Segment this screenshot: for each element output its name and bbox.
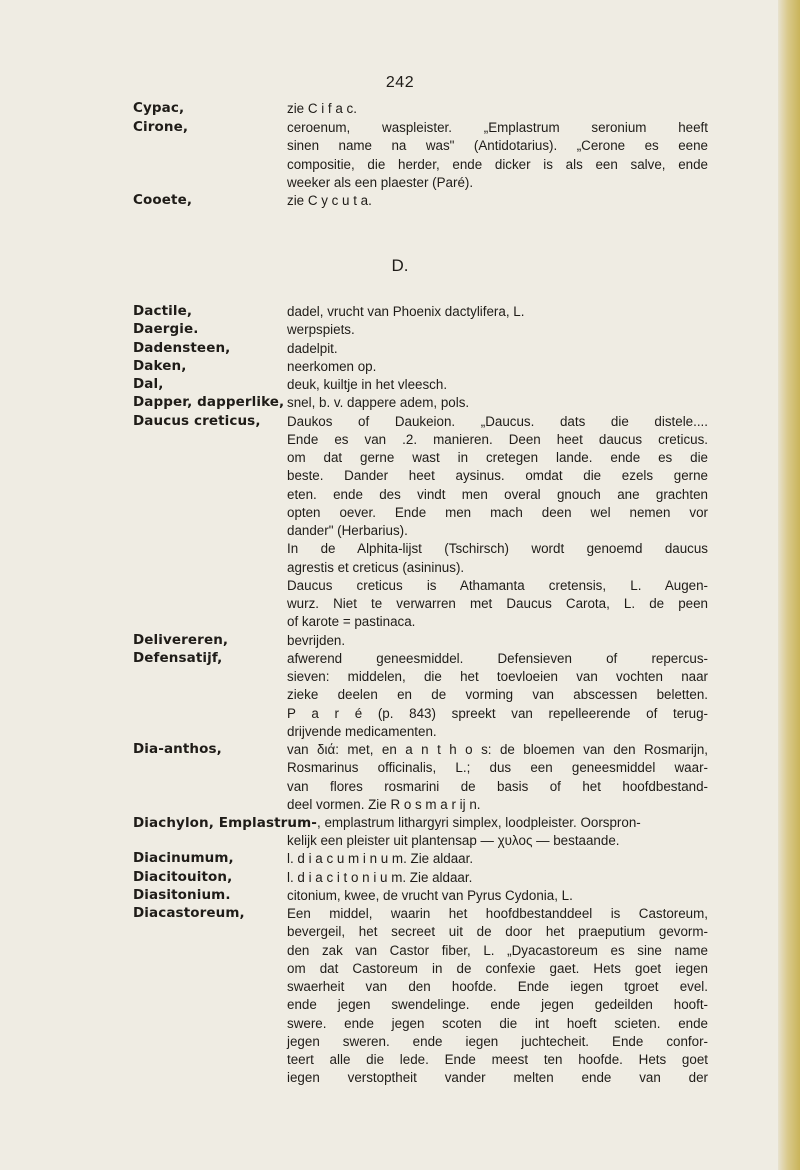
definition-line: In de Alphita-lijst (Tschirsch) wordt genoemd daucus — [287, 541, 708, 557]
page-number: 242 — [385, 74, 415, 91]
entry-daucus-creticus — [133, 413, 708, 632]
definition-line: om dat Castoreum in de confexie gaet. Hets goet iegen — [287, 960, 708, 976]
entry-definition — [287, 905, 708, 1088]
page-edge — [778, 0, 800, 1170]
entry-term: Daken, — [133, 357, 187, 374]
entry-term: Delivereren, — [133, 631, 229, 648]
entry-cooete — [133, 192, 708, 210]
definition-line: bevergeil, het secreet uit de door het praeputium gevorm- — [287, 924, 708, 940]
entry-dadensteen — [133, 340, 708, 358]
definition-line: afwerend geneesmiddel. Defensieven of repercus- — [287, 650, 708, 666]
entry-dactile — [133, 303, 708, 321]
entry-definition — [287, 850, 708, 868]
definition-line: ceroenum, waspleister. „Emplastrum seronium heeft — [287, 120, 708, 135]
definition-line: drijvende medicamenten. — [287, 723, 437, 739]
entry-term: Dapper, dapperlike, — [133, 394, 285, 411]
definition-line: compositie, die herder, ende dicker is als een salve, ende — [287, 156, 708, 172]
definition-line: beste. Dander heet aysinus. omdat die ezels gerne — [287, 468, 708, 484]
entry-definition — [287, 887, 708, 905]
definition-line: teert alle die lede. Ende meest ten hoofde. Hets goet — [287, 1052, 708, 1067]
entry-term: Defensatijf, — [133, 649, 223, 666]
entry-definition — [287, 832, 708, 850]
definition-line: Ende es van .2. manieren. Deen heet daucus creticus. — [287, 431, 708, 447]
definition-line: opten oever. Ende men mach deen wel nemen vor — [287, 504, 708, 520]
definition-line: P a r é (p. 843) spreekt van repelleerende of terug- — [287, 705, 708, 721]
definition-line: dadelpit. — [287, 340, 338, 356]
entry-term: Cirone, — [133, 119, 189, 135]
definition-line: wurz. Niet te verwarren met Daucus Carota, L. de peen — [287, 596, 708, 611]
entry-definition — [287, 413, 708, 632]
definition-line: , emplastrum lithargyri simplex, loodpleister. Oorspron- — [317, 815, 641, 830]
definition-line: neerkomen op. — [287, 358, 377, 374]
definition-line: of karote = pastinaca. — [287, 614, 416, 630]
entry-term: Diachylon, Emplastrum- — [133, 815, 318, 831]
definition-line: sinen name na was" (Antidotarius). „Cerone es eene — [287, 138, 708, 154]
definition-line: iegen verstoptheit vander melten ende van der — [287, 1070, 708, 1086]
definition-line: snel, b. v. dappere adem, pols. — [287, 395, 470, 411]
definition-line: bevrijden. — [287, 632, 346, 648]
entry-daergie — [133, 321, 708, 339]
definition-line: sieven: middelen, die het toevloeien van vochten naar — [287, 669, 708, 684]
entry-term: Daucus creticus, — [133, 412, 261, 429]
definition-line: ende jegen swendelinge. ende jegen gedeilden hooft- — [287, 997, 708, 1013]
entry-definition — [287, 100, 708, 118]
entry-dal — [133, 376, 708, 394]
entry-delivereren — [133, 632, 708, 650]
entry-definition — [287, 340, 708, 358]
entry-definition — [287, 741, 708, 814]
entry-term: Dia-anthos, — [133, 741, 222, 757]
definition-line: Rosmarinus officinalis, L.; dus een geneesmiddel waar- — [287, 760, 708, 776]
definition-line: kelijk een pleister uit plantensap — χυλος — bestaande. — [287, 833, 620, 848]
entry-cirone — [133, 119, 708, 192]
definition-line: om dat gerne wast in cretegen lande. ende es die — [287, 450, 708, 465]
entry-dapper — [133, 394, 708, 412]
entry-definition — [287, 650, 708, 741]
entry-term: Diasitonium. — [133, 886, 231, 903]
definition-line: deel vormen. Zie R o s m a r ij n. — [287, 796, 481, 812]
entry-definition — [287, 358, 708, 376]
definition-line: swere. ende jegen scoten die int hoeft scieten. ende — [287, 1015, 708, 1031]
entry-diasitonium — [133, 887, 708, 905]
entry-diachylon — [133, 814, 708, 850]
entry-cypac — [133, 100, 708, 118]
definition-line: zie C y c u t a. — [287, 193, 372, 208]
definition-line: Daukos of Daukeion. „Daucus. dats die distele.... — [287, 413, 708, 429]
entry-diacinumum — [133, 850, 708, 868]
entry-term: Dactile, — [133, 303, 193, 319]
diachylon-first-line — [133, 814, 708, 832]
entry-term: Dal, — [133, 376, 164, 392]
definition-line: jegen sweren. ende iegen juchtecheit. Ende confor- — [287, 1033, 708, 1049]
entry-term: Dadensteen, — [133, 339, 231, 356]
definition-line: Daucus creticus is Athamanta cretensis, L. Augen- — [287, 577, 708, 593]
definition-line: zie C i f a c. — [287, 101, 357, 116]
entry-daken — [133, 358, 708, 376]
definition-line: den zak van Castor fiber, L. „Dyacastoreum es sine name — [287, 942, 708, 958]
top-entries — [133, 100, 708, 210]
definition-line: citonium, kwee, de vrucht van Pyrus Cydonia, L. — [287, 887, 573, 903]
definition-line: van flores rosmarini de basis of het hoofdbestand- — [287, 778, 708, 794]
entry-definition — [287, 394, 708, 412]
definition-line: werpspiets. — [287, 322, 355, 338]
d-entries — [133, 303, 708, 1088]
entry-definition — [287, 376, 708, 394]
definition-line: eten. ende des vindt men overal gnouch ane grachten — [287, 486, 708, 502]
definition-line: agrestis et creticus (asininus). — [287, 559, 465, 575]
definition-line: van διά: met, en a n t h o s: de bloemen van den Rosmarijn, — [287, 742, 708, 757]
entry-diacastoreum — [133, 905, 708, 1088]
definition-line: swaerheit van den hoofde. Ende iegen tgroet evel. — [287, 979, 708, 994]
entry-diacitouiton — [133, 869, 708, 887]
entry-definition — [287, 119, 708, 192]
definition-line: deuk, kuiltje in het vleesch. — [287, 377, 448, 392]
entry-dia-anthos — [133, 741, 708, 814]
entry-definition — [287, 869, 708, 887]
entry-term: Daergie. — [133, 321, 199, 338]
entry-term: Diacinumum, — [133, 850, 234, 867]
entry-term: Diacastoreum, — [133, 905, 245, 921]
definition-line: Een middel, waarin het hoofdbestanddeel is Castoreum, — [287, 906, 708, 921]
section-heading: D. — [391, 256, 409, 275]
entry-definition — [287, 303, 708, 321]
entry-term: Cooete, — [133, 192, 193, 208]
definition-line: weeker als een plaester (Paré). — [287, 174, 474, 190]
entry-definition — [287, 321, 708, 339]
entry-definition — [287, 192, 708, 210]
entry-term: Cypac, — [133, 100, 185, 116]
definition-line: dander" (Herbarius). — [287, 523, 408, 538]
definition-line: l. d i a c i t o n i u m. Zie aldaar. — [287, 869, 473, 885]
definition-line: l. d i a c u m i n u m. Zie aldaar. — [287, 851, 474, 867]
entry-term: Diacitouiton, — [133, 868, 233, 885]
entry-defensatijf — [133, 650, 708, 741]
definition-line: zieke deelen en de vorming van abscessen beletten. — [287, 687, 708, 703]
definition-line: dadel, vrucht van Phoenix dactylifera, L. — [287, 304, 525, 319]
entry-definition — [287, 632, 708, 650]
